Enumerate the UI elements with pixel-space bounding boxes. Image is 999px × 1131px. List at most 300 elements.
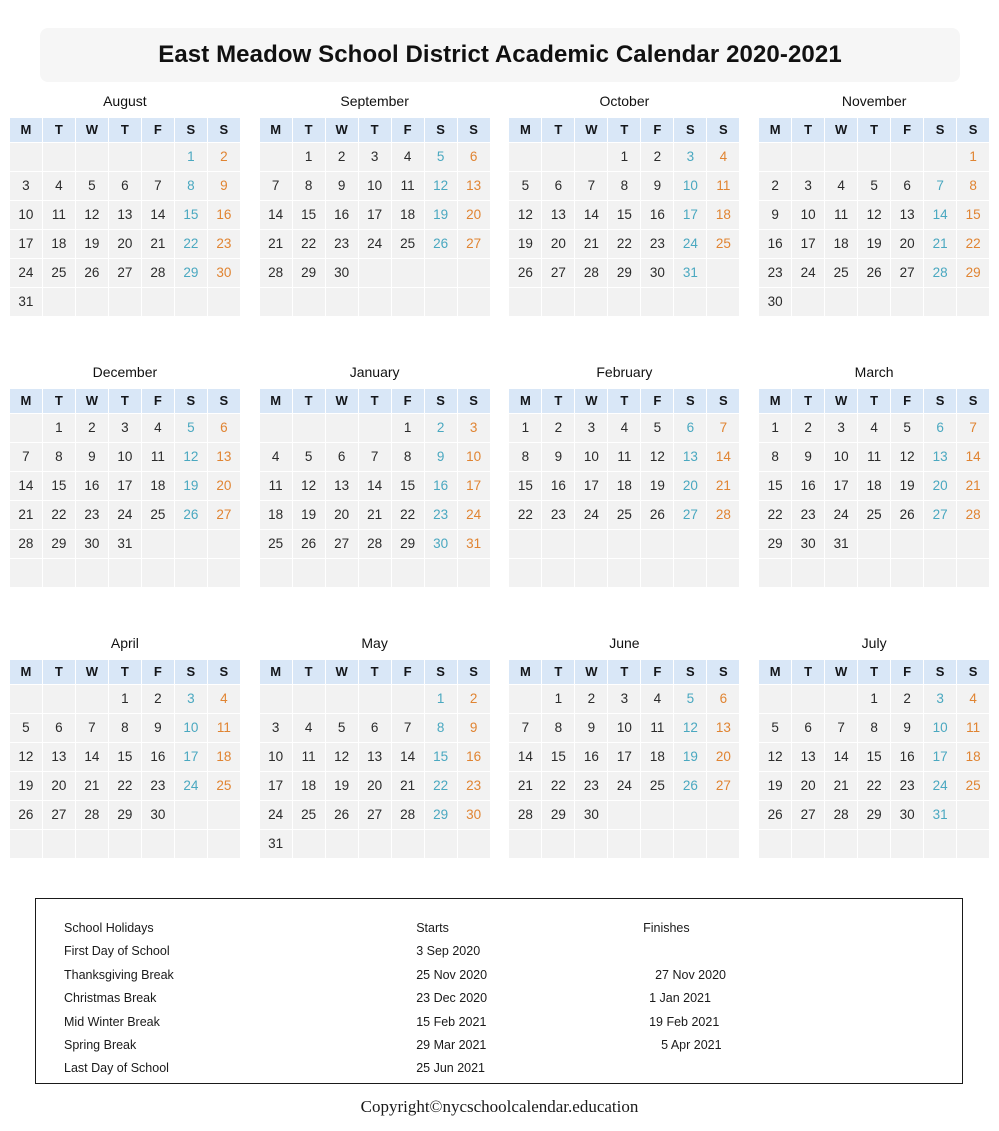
day-cell[interactable]: 22 — [43, 501, 75, 529]
day-cell[interactable]: 30 — [326, 259, 358, 287]
day-cell[interactable]: 16 — [425, 472, 457, 500]
day-cell[interactable]: 6 — [792, 714, 824, 742]
day-cell[interactable]: 6 — [109, 172, 141, 200]
day-cell[interactable]: 26 — [293, 530, 325, 558]
day-cell[interactable]: 19 — [759, 772, 791, 800]
day-cell[interactable]: 25 — [957, 772, 989, 800]
day-cell[interactable]: 27 — [109, 259, 141, 287]
day-cell[interactable]: 21 — [76, 772, 108, 800]
day-cell[interactable]: 22 — [392, 501, 424, 529]
day-cell[interactable]: 4 — [707, 143, 739, 171]
day-cell[interactable]: 1 — [392, 414, 424, 442]
day-cell[interactable]: 11 — [260, 472, 292, 500]
day-cell[interactable]: 20 — [924, 472, 956, 500]
day-cell[interactable]: 27 — [792, 801, 824, 829]
day-cell[interactable]: 27 — [674, 501, 706, 529]
day-cell[interactable]: 1 — [43, 414, 75, 442]
day-cell[interactable]: 13 — [924, 443, 956, 471]
day-cell[interactable]: 16 — [142, 743, 174, 771]
day-cell[interactable]: 4 — [825, 172, 857, 200]
day-cell[interactable]: 12 — [891, 443, 923, 471]
day-cell[interactable]: 26 — [76, 259, 108, 287]
day-cell[interactable]: 19 — [858, 230, 890, 258]
day-cell[interactable]: 22 — [175, 230, 207, 258]
day-cell[interactable]: 15 — [509, 472, 541, 500]
day-cell[interactable]: 27 — [542, 259, 574, 287]
day-cell[interactable]: 21 — [825, 772, 857, 800]
day-cell[interactable]: 17 — [10, 230, 42, 258]
day-cell[interactable]: 1 — [957, 143, 989, 171]
day-cell[interactable]: 14 — [825, 743, 857, 771]
day-cell[interactable]: 19 — [326, 772, 358, 800]
day-cell[interactable]: 14 — [957, 443, 989, 471]
day-cell[interactable]: 30 — [641, 259, 673, 287]
day-cell[interactable]: 9 — [575, 714, 607, 742]
day-cell[interactable]: 4 — [957, 685, 989, 713]
day-cell[interactable]: 12 — [641, 443, 673, 471]
day-cell[interactable]: 17 — [109, 472, 141, 500]
day-cell[interactable]: 24 — [359, 230, 391, 258]
day-cell[interactable]: 12 — [10, 743, 42, 771]
day-cell[interactable]: 23 — [792, 501, 824, 529]
day-cell[interactable]: 1 — [509, 414, 541, 442]
day-cell[interactable]: 31 — [458, 530, 490, 558]
day-cell[interactable]: 18 — [608, 472, 640, 500]
day-cell[interactable]: 5 — [858, 172, 890, 200]
day-cell[interactable]: 13 — [674, 443, 706, 471]
day-cell[interactable]: 11 — [392, 172, 424, 200]
day-cell[interactable]: 23 — [326, 230, 358, 258]
day-cell[interactable]: 17 — [608, 743, 640, 771]
day-cell[interactable]: 15 — [759, 472, 791, 500]
day-cell[interactable]: 26 — [641, 501, 673, 529]
day-cell[interactable]: 10 — [825, 443, 857, 471]
day-cell[interactable]: 19 — [293, 501, 325, 529]
day-cell[interactable]: 5 — [326, 714, 358, 742]
day-cell[interactable]: 8 — [293, 172, 325, 200]
day-cell[interactable]: 2 — [458, 685, 490, 713]
day-cell[interactable]: 8 — [957, 172, 989, 200]
day-cell[interactable]: 20 — [542, 230, 574, 258]
day-cell[interactable]: 25 — [825, 259, 857, 287]
day-cell[interactable]: 1 — [109, 685, 141, 713]
day-cell[interactable]: 11 — [142, 443, 174, 471]
day-cell[interactable]: 24 — [792, 259, 824, 287]
day-cell[interactable]: 8 — [858, 714, 890, 742]
day-cell[interactable]: 11 — [608, 443, 640, 471]
day-cell[interactable]: 5 — [175, 414, 207, 442]
day-cell[interactable]: 25 — [208, 772, 240, 800]
day-cell[interactable]: 16 — [76, 472, 108, 500]
day-cell[interactable]: 15 — [109, 743, 141, 771]
day-cell[interactable]: 25 — [641, 772, 673, 800]
day-cell[interactable]: 28 — [509, 801, 541, 829]
day-cell[interactable]: 21 — [924, 230, 956, 258]
day-cell[interactable]: 23 — [458, 772, 490, 800]
day-cell[interactable]: 13 — [458, 172, 490, 200]
day-cell[interactable]: 6 — [208, 414, 240, 442]
day-cell[interactable]: 29 — [542, 801, 574, 829]
day-cell[interactable]: 11 — [208, 714, 240, 742]
day-cell[interactable]: 8 — [109, 714, 141, 742]
day-cell[interactable]: 19 — [175, 472, 207, 500]
day-cell[interactable]: 24 — [175, 772, 207, 800]
day-cell[interactable]: 29 — [392, 530, 424, 558]
day-cell[interactable]: 4 — [142, 414, 174, 442]
day-cell[interactable]: 12 — [858, 201, 890, 229]
day-cell[interactable]: 30 — [76, 530, 108, 558]
day-cell[interactable]: 13 — [43, 743, 75, 771]
day-cell[interactable]: 21 — [575, 230, 607, 258]
day-cell[interactable]: 31 — [10, 288, 42, 316]
day-cell[interactable]: 22 — [858, 772, 890, 800]
day-cell[interactable]: 18 — [293, 772, 325, 800]
day-cell[interactable]: 20 — [891, 230, 923, 258]
day-cell[interactable]: 16 — [542, 472, 574, 500]
day-cell[interactable]: 7 — [10, 443, 42, 471]
day-cell[interactable]: 19 — [509, 230, 541, 258]
day-cell[interactable]: 3 — [575, 414, 607, 442]
day-cell[interactable]: 12 — [425, 172, 457, 200]
day-cell[interactable]: 20 — [208, 472, 240, 500]
day-cell[interactable]: 29 — [109, 801, 141, 829]
day-cell[interactable]: 12 — [175, 443, 207, 471]
day-cell[interactable]: 30 — [575, 801, 607, 829]
day-cell[interactable]: 18 — [208, 743, 240, 771]
day-cell[interactable]: 17 — [674, 201, 706, 229]
day-cell[interactable]: 1 — [608, 143, 640, 171]
day-cell[interactable]: 13 — [542, 201, 574, 229]
day-cell[interactable]: 30 — [891, 801, 923, 829]
day-cell[interactable]: 22 — [957, 230, 989, 258]
day-cell[interactable]: 12 — [76, 201, 108, 229]
day-cell[interactable]: 9 — [425, 443, 457, 471]
day-cell[interactable]: 21 — [10, 501, 42, 529]
day-cell[interactable]: 14 — [142, 201, 174, 229]
day-cell[interactable]: 22 — [109, 772, 141, 800]
day-cell[interactable]: 26 — [10, 801, 42, 829]
day-cell[interactable]: 3 — [825, 414, 857, 442]
day-cell[interactable]: 18 — [825, 230, 857, 258]
day-cell[interactable]: 17 — [575, 472, 607, 500]
day-cell[interactable]: 3 — [10, 172, 42, 200]
day-cell[interactable]: 2 — [208, 143, 240, 171]
day-cell[interactable]: 28 — [707, 501, 739, 529]
day-cell[interactable]: 6 — [542, 172, 574, 200]
day-cell[interactable]: 6 — [924, 414, 956, 442]
day-cell[interactable]: 18 — [641, 743, 673, 771]
day-cell[interactable]: 3 — [109, 414, 141, 442]
day-cell[interactable]: 14 — [509, 743, 541, 771]
day-cell[interactable]: 23 — [76, 501, 108, 529]
day-cell[interactable]: 15 — [175, 201, 207, 229]
day-cell[interactable]: 23 — [759, 259, 791, 287]
day-cell[interactable]: 22 — [759, 501, 791, 529]
day-cell[interactable]: 6 — [458, 143, 490, 171]
day-cell[interactable]: 18 — [858, 472, 890, 500]
day-cell[interactable]: 16 — [458, 743, 490, 771]
day-cell[interactable]: 25 — [293, 801, 325, 829]
day-cell[interactable]: 25 — [260, 530, 292, 558]
day-cell[interactable]: 30 — [142, 801, 174, 829]
day-cell[interactable]: 31 — [674, 259, 706, 287]
day-cell[interactable]: 20 — [792, 772, 824, 800]
day-cell[interactable]: 4 — [392, 143, 424, 171]
day-cell[interactable]: 5 — [425, 143, 457, 171]
day-cell[interactable]: 27 — [359, 801, 391, 829]
day-cell[interactable]: 10 — [924, 714, 956, 742]
day-cell[interactable]: 17 — [260, 772, 292, 800]
day-cell[interactable]: 9 — [326, 172, 358, 200]
day-cell[interactable]: 18 — [43, 230, 75, 258]
day-cell[interactable]: 20 — [326, 501, 358, 529]
day-cell[interactable]: 21 — [957, 472, 989, 500]
day-cell[interactable]: 6 — [891, 172, 923, 200]
day-cell[interactable]: 12 — [674, 714, 706, 742]
day-cell[interactable]: 13 — [208, 443, 240, 471]
day-cell[interactable]: 14 — [575, 201, 607, 229]
day-cell[interactable]: 18 — [142, 472, 174, 500]
day-cell[interactable]: 8 — [542, 714, 574, 742]
day-cell[interactable]: 25 — [142, 501, 174, 529]
day-cell[interactable]: 27 — [458, 230, 490, 258]
day-cell[interactable]: 31 — [924, 801, 956, 829]
day-cell[interactable]: 24 — [674, 230, 706, 258]
day-cell[interactable]: 5 — [76, 172, 108, 200]
day-cell[interactable]: 3 — [260, 714, 292, 742]
day-cell[interactable]: 6 — [326, 443, 358, 471]
day-cell[interactable]: 2 — [326, 143, 358, 171]
day-cell[interactable]: 12 — [759, 743, 791, 771]
day-cell[interactable]: 13 — [891, 201, 923, 229]
day-cell[interactable]: 1 — [425, 685, 457, 713]
day-cell[interactable]: 5 — [293, 443, 325, 471]
day-cell[interactable]: 28 — [924, 259, 956, 287]
day-cell[interactable]: 4 — [608, 414, 640, 442]
day-cell[interactable]: 19 — [76, 230, 108, 258]
day-cell[interactable]: 13 — [359, 743, 391, 771]
day-cell[interactable]: 28 — [10, 530, 42, 558]
day-cell[interactable]: 30 — [208, 259, 240, 287]
day-cell[interactable]: 17 — [175, 743, 207, 771]
day-cell[interactable]: 21 — [359, 501, 391, 529]
day-cell[interactable]: 3 — [359, 143, 391, 171]
day-cell[interactable]: 2 — [641, 143, 673, 171]
day-cell[interactable]: 15 — [542, 743, 574, 771]
day-cell[interactable]: 18 — [707, 201, 739, 229]
day-cell[interactable]: 24 — [825, 501, 857, 529]
day-cell[interactable]: 7 — [924, 172, 956, 200]
day-cell[interactable]: 5 — [10, 714, 42, 742]
day-cell[interactable]: 16 — [891, 743, 923, 771]
day-cell[interactable]: 13 — [792, 743, 824, 771]
day-cell[interactable]: 7 — [575, 172, 607, 200]
day-cell[interactable]: 11 — [858, 443, 890, 471]
day-cell[interactable]: 14 — [707, 443, 739, 471]
day-cell[interactable]: 9 — [142, 714, 174, 742]
day-cell[interactable]: 26 — [891, 501, 923, 529]
day-cell[interactable]: 8 — [175, 172, 207, 200]
day-cell[interactable]: 23 — [542, 501, 574, 529]
day-cell[interactable]: 30 — [458, 801, 490, 829]
day-cell[interactable]: 6 — [707, 685, 739, 713]
day-cell[interactable]: 25 — [43, 259, 75, 287]
day-cell[interactable]: 11 — [293, 743, 325, 771]
day-cell[interactable]: 18 — [957, 743, 989, 771]
day-cell[interactable]: 4 — [641, 685, 673, 713]
day-cell[interactable]: 19 — [425, 201, 457, 229]
day-cell[interactable]: 7 — [76, 714, 108, 742]
day-cell[interactable]: 10 — [175, 714, 207, 742]
day-cell[interactable]: 30 — [425, 530, 457, 558]
day-cell[interactable]: 15 — [293, 201, 325, 229]
day-cell[interactable]: 29 — [608, 259, 640, 287]
day-cell[interactable]: 11 — [707, 172, 739, 200]
day-cell[interactable]: 28 — [825, 801, 857, 829]
day-cell[interactable]: 20 — [458, 201, 490, 229]
day-cell[interactable]: 27 — [924, 501, 956, 529]
day-cell[interactable]: 24 — [260, 801, 292, 829]
day-cell[interactable]: 31 — [825, 530, 857, 558]
day-cell[interactable]: 21 — [142, 230, 174, 258]
day-cell[interactable]: 22 — [542, 772, 574, 800]
day-cell[interactable]: 29 — [759, 530, 791, 558]
day-cell[interactable]: 27 — [208, 501, 240, 529]
day-cell[interactable]: 20 — [43, 772, 75, 800]
day-cell[interactable]: 26 — [509, 259, 541, 287]
day-cell[interactable]: 9 — [542, 443, 574, 471]
day-cell[interactable]: 11 — [957, 714, 989, 742]
day-cell[interactable]: 24 — [608, 772, 640, 800]
day-cell[interactable]: 26 — [326, 801, 358, 829]
day-cell[interactable]: 2 — [76, 414, 108, 442]
day-cell[interactable]: 14 — [924, 201, 956, 229]
day-cell[interactable]: 14 — [260, 201, 292, 229]
day-cell[interactable]: 23 — [641, 230, 673, 258]
day-cell[interactable]: 10 — [792, 201, 824, 229]
day-cell[interactable]: 10 — [608, 714, 640, 742]
day-cell[interactable]: 15 — [957, 201, 989, 229]
day-cell[interactable]: 3 — [458, 414, 490, 442]
day-cell[interactable]: 28 — [392, 801, 424, 829]
day-cell[interactable]: 17 — [825, 472, 857, 500]
day-cell[interactable]: 12 — [326, 743, 358, 771]
day-cell[interactable]: 20 — [707, 743, 739, 771]
day-cell[interactable]: 22 — [509, 501, 541, 529]
day-cell[interactable]: 16 — [792, 472, 824, 500]
day-cell[interactable]: 23 — [142, 772, 174, 800]
day-cell[interactable]: 10 — [359, 172, 391, 200]
day-cell[interactable]: 15 — [43, 472, 75, 500]
day-cell[interactable]: 20 — [109, 230, 141, 258]
day-cell[interactable]: 27 — [891, 259, 923, 287]
day-cell[interactable]: 4 — [208, 685, 240, 713]
day-cell[interactable]: 11 — [43, 201, 75, 229]
day-cell[interactable]: 14 — [76, 743, 108, 771]
day-cell[interactable]: 3 — [792, 172, 824, 200]
day-cell[interactable]: 26 — [674, 772, 706, 800]
day-cell[interactable]: 8 — [392, 443, 424, 471]
day-cell[interactable]: 6 — [674, 414, 706, 442]
day-cell[interactable]: 17 — [792, 230, 824, 258]
day-cell[interactable]: 29 — [43, 530, 75, 558]
day-cell[interactable]: 22 — [425, 772, 457, 800]
day-cell[interactable]: 7 — [825, 714, 857, 742]
day-cell[interactable]: 26 — [759, 801, 791, 829]
day-cell[interactable]: 24 — [575, 501, 607, 529]
day-cell[interactable]: 1 — [542, 685, 574, 713]
day-cell[interactable]: 8 — [759, 443, 791, 471]
day-cell[interactable]: 1 — [175, 143, 207, 171]
day-cell[interactable]: 5 — [891, 414, 923, 442]
day-cell[interactable]: 8 — [509, 443, 541, 471]
day-cell[interactable]: 15 — [608, 201, 640, 229]
day-cell[interactable]: 24 — [924, 772, 956, 800]
day-cell[interactable]: 19 — [641, 472, 673, 500]
day-cell[interactable]: 10 — [10, 201, 42, 229]
day-cell[interactable]: 11 — [641, 714, 673, 742]
day-cell[interactable]: 26 — [175, 501, 207, 529]
day-cell[interactable]: 10 — [575, 443, 607, 471]
day-cell[interactable]: 3 — [674, 143, 706, 171]
day-cell[interactable]: 10 — [109, 443, 141, 471]
day-cell[interactable]: 2 — [792, 414, 824, 442]
day-cell[interactable]: 10 — [260, 743, 292, 771]
day-cell[interactable]: 9 — [759, 201, 791, 229]
day-cell[interactable]: 26 — [858, 259, 890, 287]
day-cell[interactable]: 9 — [458, 714, 490, 742]
day-cell[interactable]: 29 — [957, 259, 989, 287]
day-cell[interactable]: 7 — [142, 172, 174, 200]
day-cell[interactable]: 12 — [509, 201, 541, 229]
day-cell[interactable]: 29 — [175, 259, 207, 287]
day-cell[interactable]: 27 — [43, 801, 75, 829]
day-cell[interactable]: 9 — [208, 172, 240, 200]
day-cell[interactable]: 4 — [260, 443, 292, 471]
day-cell[interactable]: 15 — [425, 743, 457, 771]
day-cell[interactable]: 21 — [707, 472, 739, 500]
day-cell[interactable]: 16 — [641, 201, 673, 229]
day-cell[interactable]: 15 — [858, 743, 890, 771]
day-cell[interactable]: 7 — [260, 172, 292, 200]
day-cell[interactable]: 25 — [392, 230, 424, 258]
day-cell[interactable]: 19 — [891, 472, 923, 500]
day-cell[interactable]: 28 — [575, 259, 607, 287]
day-cell[interactable]: 9 — [891, 714, 923, 742]
day-cell[interactable]: 24 — [458, 501, 490, 529]
day-cell[interactable]: 2 — [425, 414, 457, 442]
day-cell[interactable]: 24 — [109, 501, 141, 529]
day-cell[interactable]: 19 — [674, 743, 706, 771]
day-cell[interactable]: 15 — [392, 472, 424, 500]
day-cell[interactable]: 29 — [425, 801, 457, 829]
day-cell[interactable]: 4 — [858, 414, 890, 442]
day-cell[interactable]: 8 — [43, 443, 75, 471]
day-cell[interactable]: 1 — [858, 685, 890, 713]
day-cell[interactable]: 8 — [425, 714, 457, 742]
day-cell[interactable]: 9 — [76, 443, 108, 471]
day-cell[interactable]: 19 — [10, 772, 42, 800]
day-cell[interactable]: 22 — [293, 230, 325, 258]
day-cell[interactable]: 20 — [359, 772, 391, 800]
day-cell[interactable]: 17 — [924, 743, 956, 771]
day-cell[interactable]: 11 — [825, 201, 857, 229]
day-cell[interactable]: 10 — [674, 172, 706, 200]
day-cell[interactable]: 3 — [924, 685, 956, 713]
day-cell[interactable]: 18 — [392, 201, 424, 229]
day-cell[interactable]: 30 — [792, 530, 824, 558]
day-cell[interactable]: 7 — [707, 414, 739, 442]
